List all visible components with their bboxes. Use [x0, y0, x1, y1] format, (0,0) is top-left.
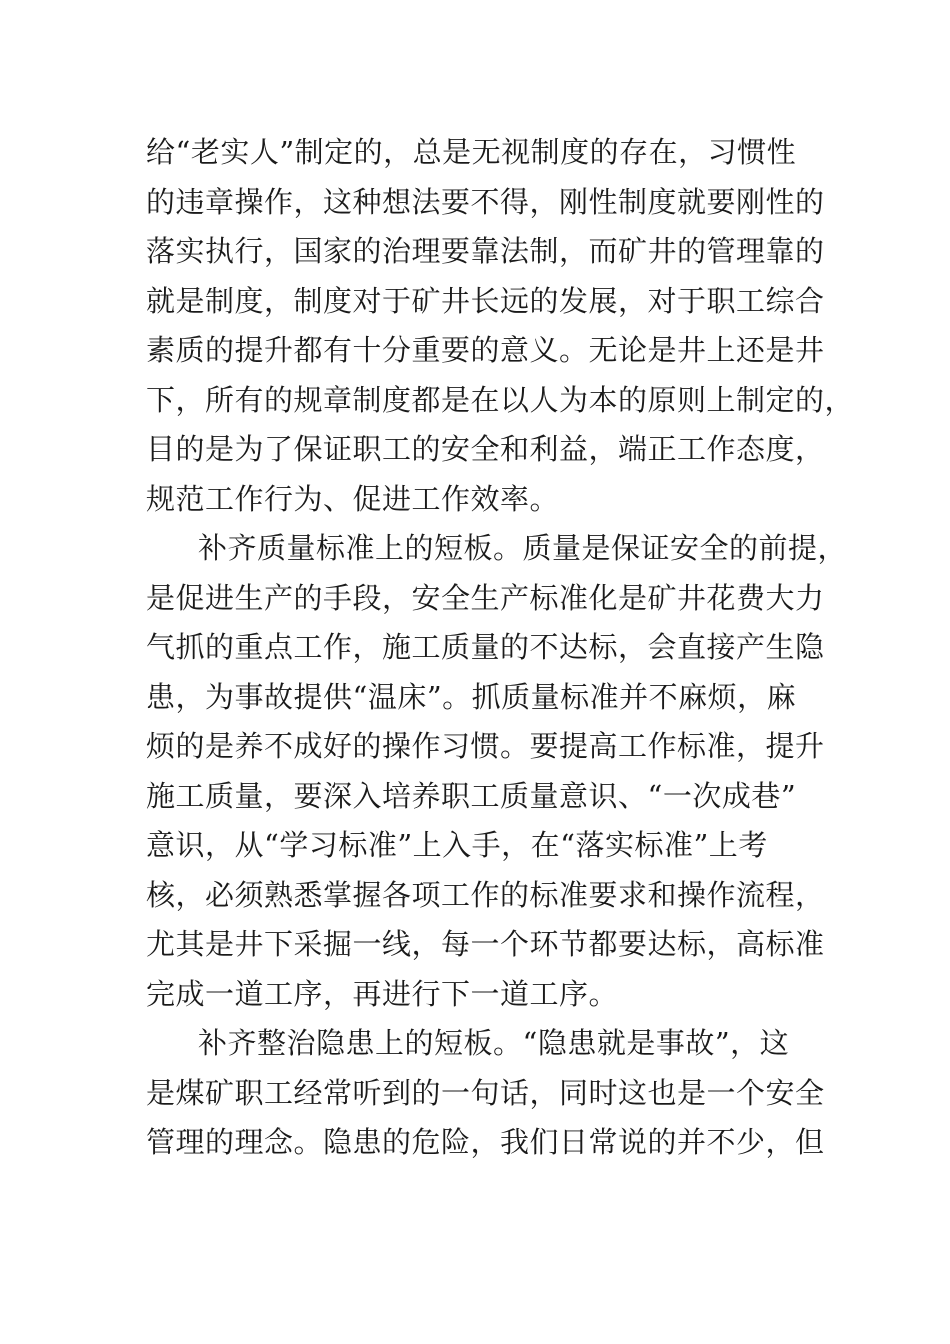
body-text [146, 128, 855, 1168]
text-line: 完成一道工序，再进行下一道工序。 [146, 976, 619, 1011]
text-line: 施工质量，要深入培养职工质量意识、“一次成巷” [146, 778, 797, 813]
text-line: 规范工作行为、促进工作效率。 [146, 481, 560, 516]
paragraph-2 [146, 524, 848, 1019]
text-line: 素质的提升都有十分重要的意义。无论是井上还是井 [146, 333, 825, 367]
text-line: 落实执行，国家的治理要靠法制，而矿井的管理靠的 [146, 234, 825, 268]
text-line: 是促进生产的手段，安全生产标准化是矿井花费大力 [146, 580, 825, 615]
text-line: 气抓的重点工作，施工质量的不达标，会直接产生隐 [146, 630, 825, 664]
text-line: 补齐整治隐患上的短板。“隐患就是事故”，这 [198, 1026, 790, 1060]
text-line: 下，所有的规章制度都是在以人为本的原则上制定的， [146, 382, 855, 417]
text-line: 就是制度，制度对于矿井长远的发展，对于职工综合 [146, 283, 825, 318]
text-line: 目的是为了保证职工的安全和利益，端正工作态度， [146, 432, 825, 466]
text-line: 是煤矿职工经常听到的一句话，同时这也是一个安全 [146, 1075, 825, 1110]
text-line: 的违章操作，这种想法要不得，刚性制度就要刚性的 [146, 184, 825, 219]
text-line: 患，为事故提供“温床”。抓质量标准并不麻烦，麻 [146, 679, 797, 714]
text-line: 给“老实人”制定的，总是无视制度的存在，习惯性 [146, 135, 797, 169]
text-line: 尤其是井下采掘一线，每一个环节都要达标，高标准 [146, 927, 825, 961]
paragraph-1 [146, 128, 855, 524]
text-line: 核，必须熟悉掌握各项工作的标准要求和操作流程， [146, 877, 825, 912]
text-line: 管理的理念。隐患的危险，我们日常说的并不少，但 [146, 1125, 825, 1159]
text-line: 补齐质量标准上的短板。质量是保证安全的前提， [198, 531, 848, 565]
text-line: 意识，从“学习标准”上入手，在“落实标准”上考 [146, 828, 768, 862]
paragraph-3 [146, 1019, 836, 1168]
text-line: 烦的是养不成好的操作习惯。要提高工作标准，提升 [146, 729, 825, 763]
